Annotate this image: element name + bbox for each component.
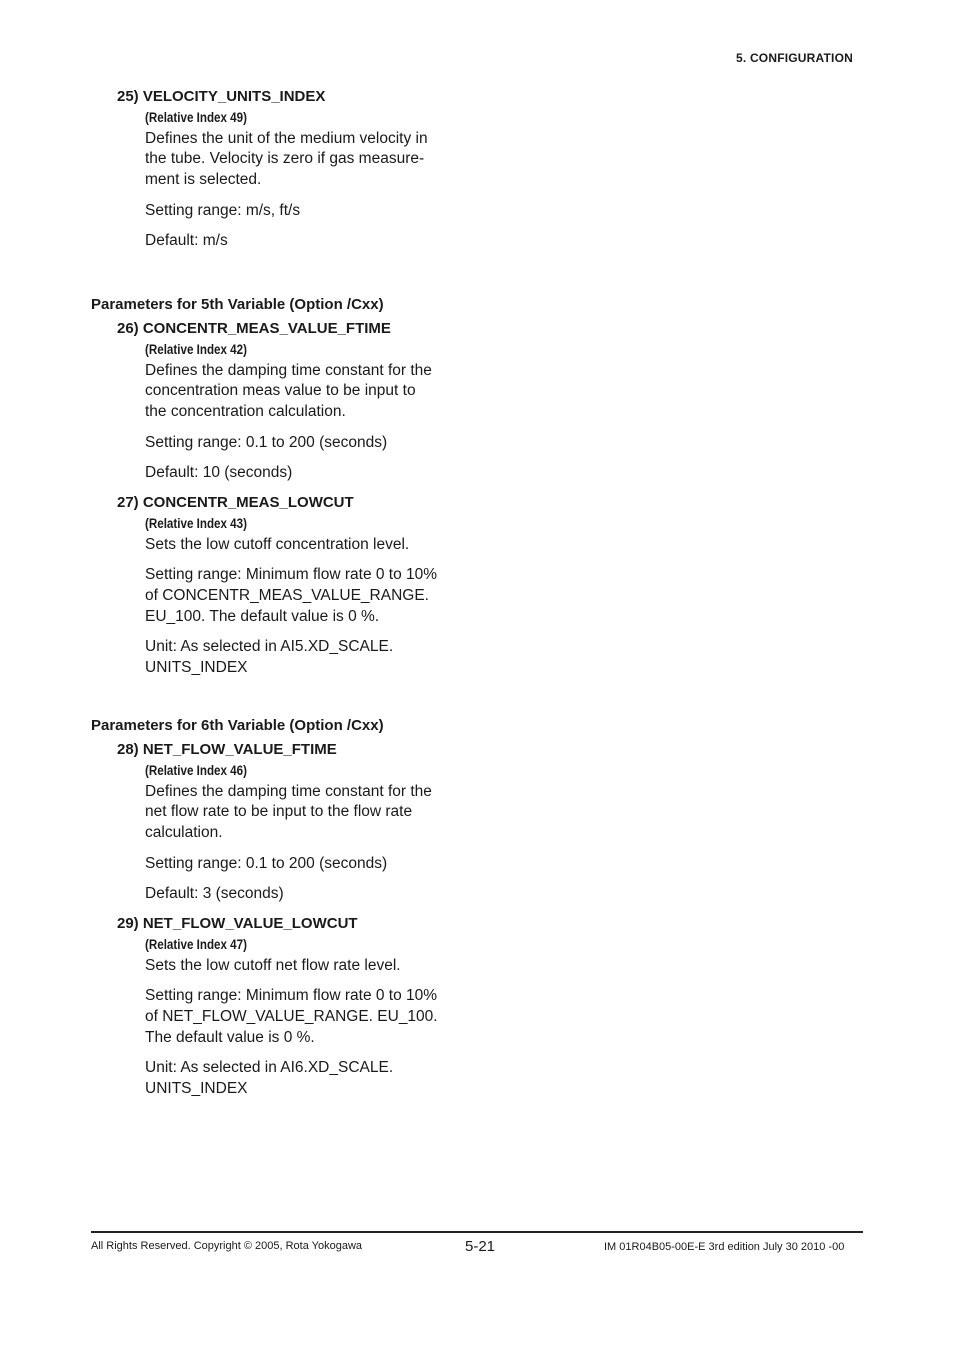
item-28-desc-line-2: net flow rate to be input to the flow rate: [145, 803, 413, 820]
item-28-setting-range: Setting range: 0.1 to 200 (seconds): [145, 855, 388, 872]
item-29-relative-index: (Relative Index 47): [145, 937, 247, 952]
item-27-unit-line-2: UNITS_INDEX: [145, 659, 248, 676]
page-number: 5-21: [465, 1238, 496, 1255]
item-25-desc-line-3: ment is selected.: [145, 171, 262, 188]
item-25-relative-index: (Relative Index 49): [145, 110, 247, 125]
footer-divider: [91, 1231, 863, 1233]
item-26-desc-line-3: the concentration calculation.: [145, 403, 346, 420]
item-28-default: Default: 3 (seconds): [145, 885, 284, 902]
item-28-relative-index: (Relative Index 46): [145, 763, 247, 778]
item-29-range-line-2: of NET_FLOW_VALUE_RANGE. EU_100.: [145, 1008, 438, 1025]
item-27-range-line-2: of CONCENTR_MEAS_VALUE_RANGE.: [145, 587, 429, 604]
item-27-unit-line-1: Unit: As selected in AI5.XD_SCALE.: [145, 638, 394, 655]
item-26-setting-range: Setting range: 0.1 to 200 (seconds): [145, 434, 388, 451]
footer-document-id: IM 01R04B05-00E-E 3rd edition July 30 2010 -00: [604, 1241, 845, 1253]
item-26-default: Default: 10 (seconds): [145, 464, 293, 481]
item-29-range-line-1: Setting range: Minimum flow rate 0 to 10%: [145, 987, 438, 1004]
running-header: 5. CONFIGURATION: [736, 51, 853, 65]
item-27-range-line-1: Setting range: Minimum flow rate 0 to 10%: [145, 566, 438, 583]
item-29-desc-line-1: Sets the low cutoff net flow rate level.: [145, 957, 401, 974]
item-26-relative-index: (Relative Index 42): [145, 342, 247, 357]
item-29-unit-line-1: Unit: As selected in AI6.XD_SCALE.: [145, 1059, 394, 1076]
item-27-relative-index: (Relative Index 43): [145, 516, 247, 531]
item-27-range-line-3: EU_100. The default value is 0 %.: [145, 608, 380, 625]
item-25-desc-line-1: Defines the unit of the medium velocity in: [145, 130, 428, 147]
item-26-desc-line-2: concentration meas value to be input to: [145, 382, 416, 399]
item-27-title: 27) CONCENTR_MEAS_LOWCUT: [117, 494, 354, 511]
footer-copyright: All Rights Reserved. Copyright © 2005, Rota Yokogawa: [91, 1240, 363, 1252]
item-29-title: 29) NET_FLOW_VALUE_LOWCUT: [117, 915, 358, 932]
item-26-desc-line-1: Defines the damping time constant for the: [145, 362, 432, 379]
item-25-setting-range: Setting range: m/s, ft/s: [145, 202, 301, 219]
section-6th-variable-heading: Parameters for 6th Variable (Option /Cxx): [91, 717, 384, 734]
item-26-title: 26) CONCENTR_MEAS_VALUE_FTIME: [117, 320, 391, 337]
item-28-desc-line-3: calculation.: [145, 824, 223, 841]
item-25-desc-line-2: the tube. Velocity is zero if gas measure-: [145, 150, 425, 167]
item-29-unit-line-2: UNITS_INDEX: [145, 1080, 248, 1097]
section-5th-variable-heading: Parameters for 5th Variable (Option /Cxx): [91, 296, 384, 313]
item-25-title: 25) VELOCITY_UNITS_INDEX: [117, 88, 326, 105]
item-29-range-line-3: The default value is 0 %.: [145, 1029, 315, 1046]
item-25-default: Default: m/s: [145, 232, 228, 249]
item-28-desc-line-1: Defines the damping time constant for the: [145, 783, 432, 800]
item-28-title: 28) NET_FLOW_VALUE_FTIME: [117, 741, 337, 758]
item-27-desc-line-1: Sets the low cutoff concentration level.: [145, 536, 410, 553]
